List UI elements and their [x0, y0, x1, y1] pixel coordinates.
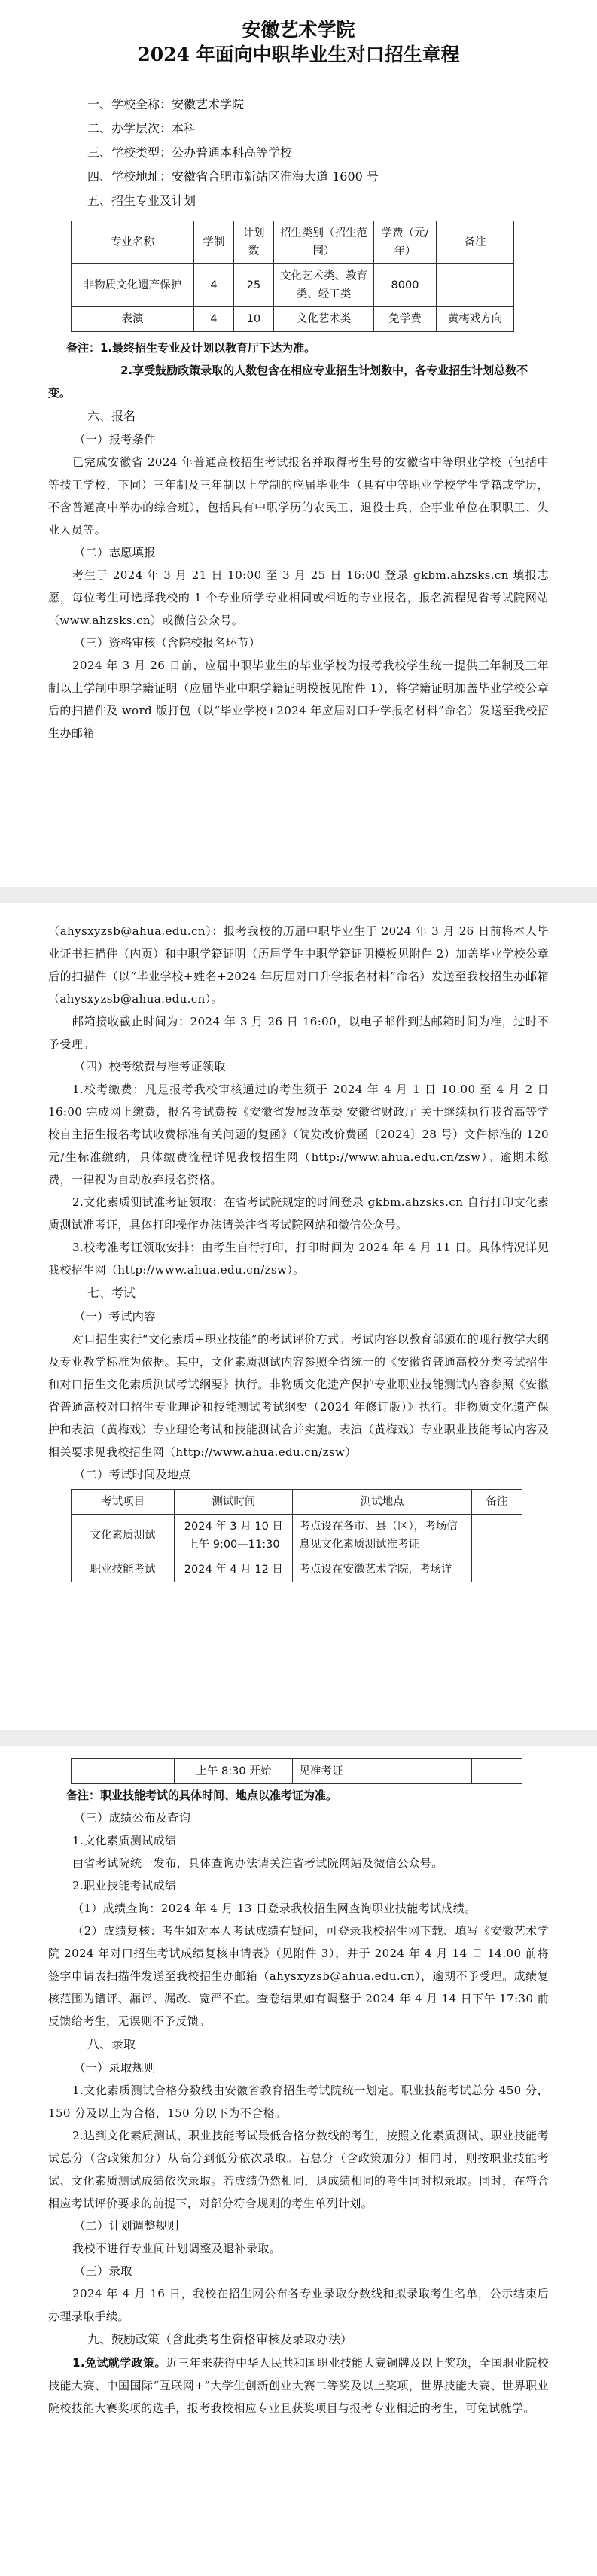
header-major: 专业名称	[72, 221, 194, 263]
document-page-2	[0, 903, 597, 1730]
subsection-fee-ticket: （四）校考缴费与准考证领取	[74, 1060, 226, 1073]
paragraph-skill-score-title: 2.职业技能考试成绩	[72, 1879, 177, 1892]
table-row: 职业技能考试 2024 年 4 月 12 日 考点设在安徽艺术学院，考场详	[72, 1557, 522, 1582]
document-subtitle: 2024 年面向中职毕业生对口招生章程	[137, 44, 460, 66]
subsection-application: （二）志愿填报	[74, 545, 156, 559]
table-row: 文化素质测试 2024 年 3 月 10 日 上午 9:00—11:30 考点设在各市、县（区），考场信息见文化素质测试准考证	[72, 1515, 522, 1557]
header-exam-remark: 备注	[471, 1490, 522, 1515]
basic-info-school: 一、学校全称：安徽艺术学院	[87, 96, 245, 111]
header-tuition: 学费（元/年）	[374, 221, 437, 263]
paragraph-exam-content: 对口招生实行“文化素质+职业技能”的考试评价方式。考试内容以教育部颁布的现行教学大纲及专业教学标准为依据。其中，文化素质测试内容参照全省统一的《安徽省普通高校分类考试招生和对口招生文化素质测试考试纲要》执行。非物质文化遗产保护专业职业技能测试内容参照《安徽省普通高校对口招生专业理论和技能测试考试纲要（2024 年修订版）》执行。非物质文化遗产保护和表演（黄梅戏）专业理论考试和技能测试合并实施。表演（黄梅戏）专业职业技能考试内容及相关要求见我校招生网（http://www.ahua.edu.cn/zsw）	[48, 1332, 549, 1459]
header-category: 招生类别（招生范围）	[274, 221, 374, 263]
header-exam-item: 考试项目	[72, 1490, 175, 1515]
basic-info-address: 四、学校地址：安徽省合肥市新站区淮海大道 1600 号	[87, 169, 379, 184]
subsection-plan-adjust: （二）计划调整规则	[74, 2219, 179, 2233]
paragraph-fee: 1.校考缴费：凡是报考我校审核通过的考生须于 2024 年 4 月 1 日 10:00 至 4 月 2 日 16:00 完成网上缴费，报名考试费按《安徽省发展改革委 安徽省财政厅 关于继续执行我省高等学校自主招生报名考试收费标准有关问题的复函》（皖发改价费函〔2024〕28 号）文件标准的 120 元/生标准缴纳，具体缴费流程详见我校招生网（http://www.ahua.edu.cn/zsw）。逾期未缴费，一律视为自动放弃报名资格。	[48, 1082, 549, 1186]
paragraph-exempt: 1.免试就学政策。近三年来获得中华人民共和国职业技能大赛铜牌及以上奖项，全国职业院校技能大赛、中国国际“互联网+”大学生创新创业大赛二等奖及以上奖项，世界技能大赛、世界职业院校技能大赛奖项的选手，报考我校相应专业且获奖项目与报考专业相近的考生，可免试就学。	[48, 2356, 549, 2415]
paragraph-culture-score-title: 1.文化素质测试成绩	[72, 1834, 177, 1847]
header-remark: 备注	[437, 221, 514, 263]
paragraph-conditions: 已完成安徽省 2024 年普通高校招生考试报名并取得考生号的安徽省中等职业学校（包括中等技工学校，下同）三年制及三年制以上学制的应届毕业生（具有中等职业学校学生学籍或学历，不含普通高中举办的综合班），包括具有中职学历的农民工、退役士兵、企事业单位在职职工、失业人员等。	[48, 455, 549, 537]
exam-schedule-table-cont	[71, 1758, 522, 1784]
plan-note-2: 2.享受鼓励政策录取的人数包含在相应专业招生计划数中，各专业招生计划总数不变。	[48, 363, 528, 400]
subsection-exam-content: （一）考试内容	[74, 1310, 156, 1323]
exam-note: 备注：职业技能考试的具体时间、地点以准考证为准。	[66, 1789, 338, 1802]
basic-info-list	[48, 93, 549, 213]
enrollment-plan-table	[71, 221, 514, 332]
plan-note-1: 备注：1.最终招生专业及计划以教育厅下达为准。	[66, 340, 316, 355]
paragraph-culture-ticket: 2.文化素质测试准考证领取：在省考试院规定的时间登录 gkbm.ahzsks.cn 自行打印文化素质测试准考证，具体打印操作办法请关注省考试院网站和微信公众号。	[48, 1195, 549, 1232]
document-page-3	[0, 1746, 597, 2576]
header-quota: 计划数	[234, 221, 274, 263]
exam-schedule-table	[71, 1489, 522, 1582]
paragraph-qualification-cont: （ahysxyzsb@ahua.edu.cn）；报考我校的历届中职毕业生于 2024 年 3 月 26 日前将本人毕业证书扫描件（内页）和中职学籍证明（历届学生中职学籍证明模板见附件 2）加盖毕业学校公章后的扫描件（以“毕业学校+姓名+2024 年历届对口升学报名材料”命名）发送至我校招生办邮箱（ahysxyzsb@ahua.edu.cn）。	[48, 924, 549, 1006]
subsection-qualification: （三）资格审核（含院校报名环节）	[74, 635, 261, 650]
paragraph-score-review: （2）成绩复核：考生如对本人考试成绩有疑问，可登录我校招生网下载、填写《安徽艺术学院 2024 年对口招生考试成绩复核申请表》（见附件 3），并于 2024 年 4 月 14 日 14:00 前将签字申请表扫描件发送至我校招生办邮箱（ahysxyzsb@ahua.edu.cn），逾期不予受理。成绩复核范围为错评、漏评、漏改、宽严不宜。查卷结果如有调整于 2024 年 4 月 14 日下午 17:30 前反馈给考生，无误则不予反馈。	[48, 1924, 549, 2028]
table-header-row	[72, 1490, 522, 1515]
paragraph-culture-score: 由省考试院统一发布，具体查询办法请关注省考试院网站及微信公众号。	[72, 1856, 443, 1870]
section-exam: 七、考试	[87, 1286, 136, 1300]
paragraph-rule-2: 2.达到文化素质测试、职业技能考试最低合格分数线的考生，按照文化素质测试、职业技能考试总分（含政策加分）从高分到低分依次录取。若总分（含政策加分）相同时，则按职业技能考试、文化素质测试成绩依次录取。若成绩仍然相同，退成绩相同的考生同时拟录取。同时，在符合相应考试评价要求的前提下，对部分符合规则的考生单列计划。	[48, 2129, 549, 2210]
basic-info-level: 二、办学层次：本科	[87, 120, 196, 135]
subsection-scores: （三）成绩公布及查询	[74, 1811, 191, 1825]
paragraph-plan-adjust: 我校不进行专业间计划调整及退补录取。	[72, 2242, 282, 2255]
section-registration: 六、报名	[87, 408, 136, 423]
paragraph-deadline: 邮箱接收截止时间为：2024 年 3 月 26 日 16:00，以电子邮件到达邮箱时间为准，过时不予受理。	[48, 1015, 549, 1051]
paragraph-qualification: 2024 年 3 月 26 日前，应届中职毕业生的毕业学校为报考我校学生统一提供三年制及三年制以上学制中职学籍证明（应届毕业中职学籍证明模板见附件 1），将学籍证明加盖毕业学校公章后的扫描件及 word 版打包（以“毕业学校+2024 年应届对口升学报名材料”命名）发送至我校招生办邮箱	[48, 658, 549, 740]
header-exam-place: 测试地点	[293, 1490, 471, 1515]
document-title: 安徽艺术学院	[242, 19, 355, 41]
document-page-1	[0, 0, 597, 887]
section-admission: 八、录取	[87, 2037, 136, 2051]
exempt-title: 1.免试就学政策。	[72, 2356, 166, 2370]
table-header-row	[72, 221, 514, 263]
table-row: 表演 4 10 文化艺术类 免学费 黄梅戏方向	[72, 306, 514, 331]
paragraph-application: 考生于 2024 年 3 月 21 日 10:00 至 3 月 25 日 16:00 登录 gkbm.ahzsks.cn 填报志愿，每位考生可选择我校的 1 个专业所学专业相同或相近的专业报名，报名流程见省考试院网站（www.ahzsks.cn）或微信公众号。	[48, 568, 549, 627]
subsection-admit: （三）录取	[74, 2264, 132, 2278]
paragraph-rule-1: 1.文化素质测试合格分数线由安徽省教育招生考试院统一划定。职业技能考试总分 450 分，150 分及以上为合格，150 分以下为不合格。	[48, 2084, 549, 2120]
table-row: 非物质文化遗产保护 4 25 文化艺术类、教育类、轻工类 8000	[72, 263, 514, 306]
basic-info-type: 三、学校类型：公办普通本科高等学校	[87, 145, 293, 160]
basic-info-plan-heading: 五、招生专业及计划	[87, 193, 196, 208]
header-exam-time: 测试时间	[175, 1490, 293, 1515]
header-duration: 学制	[194, 221, 234, 263]
paragraph-admit: 2024 年 4 月 16 日，我校在招生网公布各专业录取分数线和拟录取考生名单，公示结束后办理录取手续。	[48, 2287, 549, 2323]
paragraph-school-ticket: 3.校考准考证领取安排：由考生自行打印，打印时间为 2024 年 4 月 11 日。具体情况详见我校招生网（http://www.ahua.edu.cn/zsw）。	[48, 1241, 549, 1277]
subsection-exam-time-place: （二）考试时间及地点	[74, 1468, 191, 1481]
subsection-admission-rules: （一）录取规则	[74, 2061, 156, 2075]
subsection-conditions: （一）报考条件	[74, 432, 156, 446]
paragraph-score-query: （1）成绩查询：2024 年 4 月 13 日登录我校招生网查询职业技能考试成绩。	[72, 1902, 477, 1915]
table-row: 上午 8:30 开始 见准考证	[72, 1759, 522, 1784]
section-incentives: 九、鼓励政策（含此类考生资格审核及录取办法）	[87, 2332, 353, 2346]
